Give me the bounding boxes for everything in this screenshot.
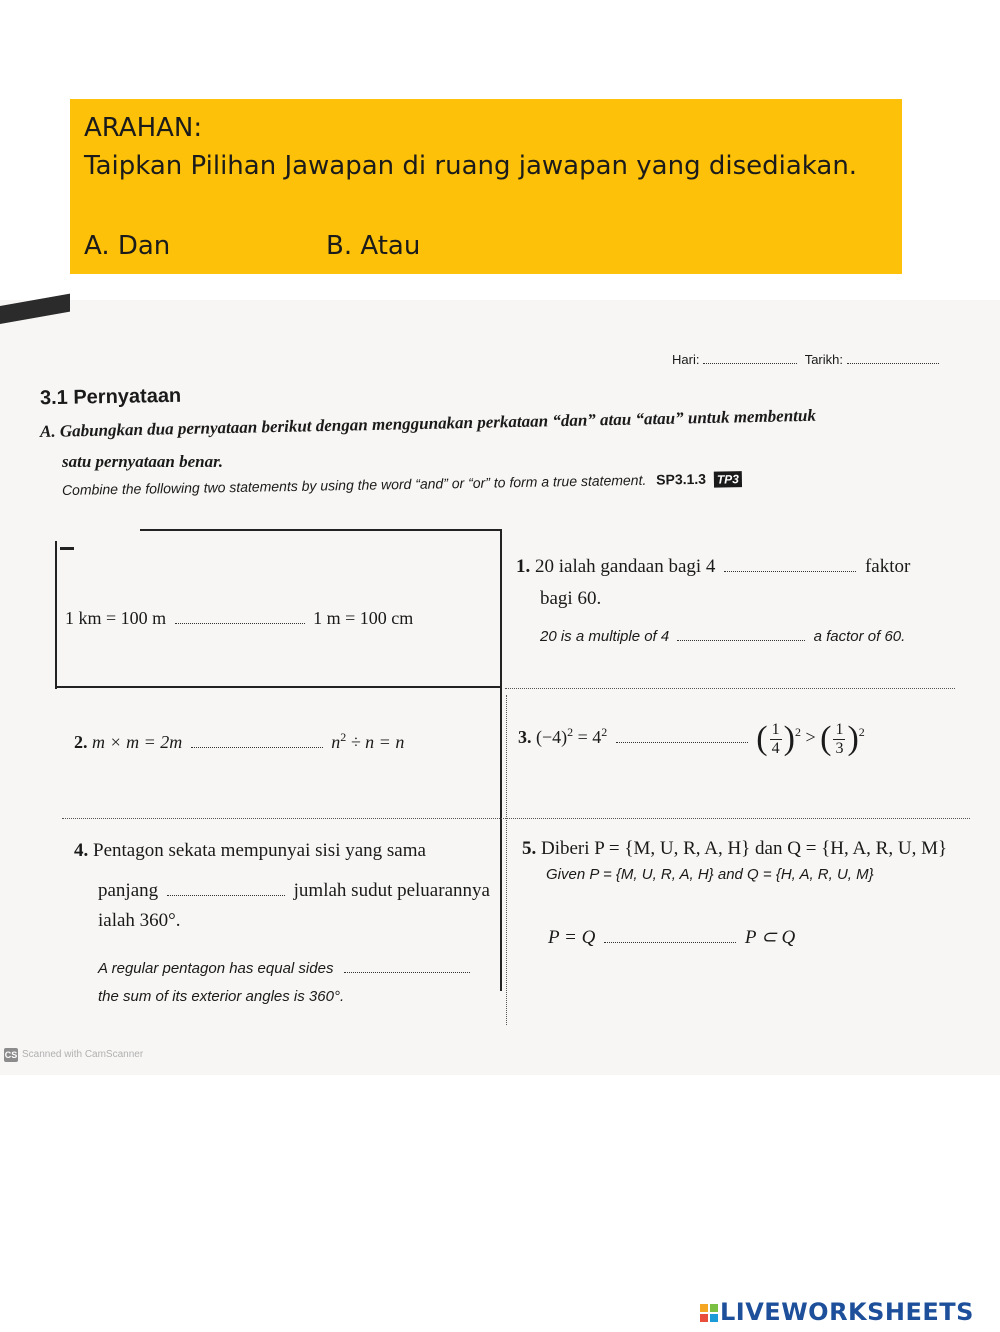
camscanner-logo: CS: [4, 1050, 18, 1060]
q1-line1: [516, 556, 910, 578]
q4-line2: [98, 880, 490, 902]
q5-number: 5.: [522, 838, 537, 859]
q1-en-b: a factor of 60.: [813, 628, 906, 645]
q5-right: P ⊂ Q: [744, 927, 796, 948]
camscanner-text: Scanned with CamScanner: [22, 1049, 144, 1060]
q2-left: m × m = 2m: [92, 732, 183, 752]
q4-en-line1: [98, 960, 470, 977]
q4-ms-b: panjang: [98, 880, 159, 901]
q5-line1: [522, 838, 947, 860]
instruction-en: [62, 470, 742, 499]
q2-number: 2.: [74, 732, 88, 752]
q1-number: 1.: [516, 556, 531, 577]
liveworksheets-icon: [700, 1304, 718, 1322]
liveworksheets-logo: [700, 1298, 974, 1326]
q4-ms-d: ialah 360°.: [98, 910, 181, 931]
scan-streak: [0, 294, 70, 324]
q3-answer-blank[interactable]: [616, 741, 748, 743]
option-b: B. Atau: [326, 231, 421, 261]
example-left: 1 km = 100 m: [65, 608, 167, 628]
q5-ms: Diberi P = {M, U, R, A, H} dan Q = {H, A, R, U, M}: [541, 838, 948, 859]
q3-left-eq: = 4: [577, 727, 602, 748]
q3-fraction-1: $\frac{1}{4}$: [771, 720, 780, 757]
q1-answer-blank[interactable]: [724, 570, 856, 572]
q1-ms-a: 20 ialah gandaan bagi 4: [535, 556, 716, 577]
q4-ms-a: Pentagon sekata mempunyai sisi yang sama: [93, 840, 426, 861]
instruction-ms-line1: A. Gabungkan dua pernyataan berikut dengan menggunakan perkataan “dan” atau “atau” untuk membentuk: [39, 405, 817, 441]
q3-gt: >: [805, 727, 816, 748]
q1-en-a: 20 is a multiple of 4: [540, 628, 670, 645]
instruction-heading: ARAHAN:: [84, 113, 203, 143]
q4-number: 4.: [74, 840, 89, 861]
q2-right-rest: ÷ n = n: [350, 732, 405, 752]
q4-ms-c: jumlah sudut peluarannya: [293, 880, 490, 901]
scanned-worksheet: [0, 300, 1000, 1075]
tarikh-label: Tarikh:: [804, 352, 843, 367]
q1-ms-b: faktor: [864, 556, 911, 577]
q2-statement: [74, 730, 404, 753]
tp3-badge: TP3: [714, 471, 742, 487]
option-a: A. Dan: [84, 231, 171, 261]
instruction-box: [70, 99, 902, 274]
q3-fraction-2: $\frac{1}{3}$: [835, 720, 844, 757]
q1-en: [540, 628, 905, 645]
q2-answer-blank[interactable]: [191, 746, 323, 748]
date-row: [672, 352, 939, 367]
instruction-text: Taipkan Pilihan Jawapan di ruang jawapan yang disediakan.: [84, 151, 858, 181]
instruction-ms-line2: satu pernyataan benar.: [62, 452, 224, 471]
q4-answer-blank[interactable]: [167, 894, 285, 896]
q2-right-exp: 2: [340, 730, 347, 744]
q5-answer-blank[interactable]: [604, 941, 736, 943]
example-statement: [65, 608, 413, 629]
q5-statement: [548, 926, 795, 949]
brand-name: LIVEWORKSHEETS: [720, 1298, 974, 1326]
q5-left: P = Q: [548, 927, 596, 948]
section-title: 3.1 Pernyataan: [39, 384, 182, 410]
q3-left-eq-exp: 2: [601, 725, 608, 740]
q4-line1: [74, 840, 426, 862]
instruction-en-text: Combine the following two statements by using the word “and” or “or” to form a true statement.: [61, 471, 647, 498]
q3-number: 3.: [518, 727, 532, 748]
q1-ms-c: bagi 60.: [540, 588, 602, 609]
example-right: 1 m = 100 cm: [313, 608, 414, 628]
q3-left-exp: 2: [567, 725, 574, 740]
hari-label: Hari:: [672, 352, 700, 367]
q2-right-base: n: [331, 732, 341, 752]
q3-statement: 3. $(-4)^2 = 4^2$ ( $\frac{1}{4}$ )$^2$ > ( $\frac{1}{3}$ )$^2$: [518, 720, 865, 757]
q4-en-a: A regular pentagon has equal sides: [98, 960, 334, 977]
q3-left: (−4): [536, 727, 568, 748]
q5-en: Given P = {M, U, R, A, H} and Q = {H, A, R, U, M}: [546, 866, 874, 883]
q4-en-b: the sum of its exterior angles is 360°.: [98, 988, 345, 1005]
code-label: SP3.1.3: [656, 470, 707, 488]
